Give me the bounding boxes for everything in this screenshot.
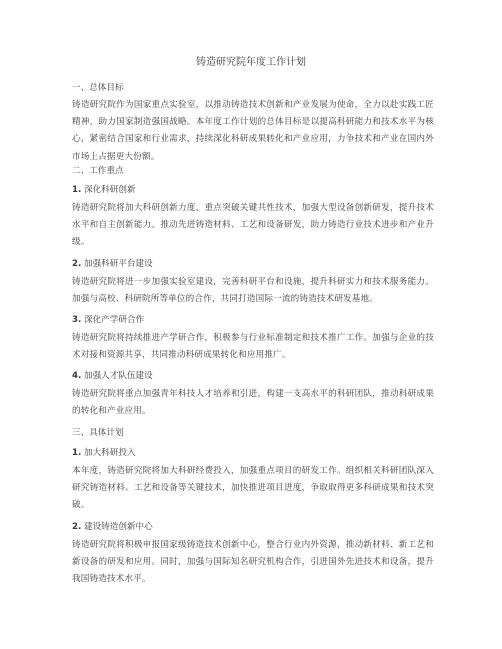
subheading-focus-4 (72, 370, 434, 383)
item-title: 加强科研平台建设 (83, 259, 153, 269)
paragraph-focus-3: 铸造研究院将持续推进产学研合作，积极参与行业标准制定和技术推广工作。加强与企业的技术对接和资源共享，共同推动科研成果转化和应用推广。 (72, 333, 434, 361)
item-title: 深化科研创新 (83, 185, 136, 195)
subheading-focus-2 (72, 258, 434, 271)
paragraph-focus-1: 铸造研究院将加大科研创新力度，重点突破关键共性技术，加强大型设备创新研发，提升技术水平和自主创新能力。推动先进铸造材料、工艺和设备研发，助力铸造行业技术进步和产业升级。 (72, 203, 434, 248)
item-title: 加大科研投入 (83, 448, 136, 458)
item-number: 1. (72, 185, 82, 195)
item-title: 深化产学研合作 (83, 315, 145, 325)
paragraph-goal: 铸造研究院作为国家重点实验室，以推动铸造技术创新和产业发展为使命，全力以赴实践工匠精神，助力国家制造强国战略。本年度工作计划的总体目标是以提高科研能力和技术水平为核心，紧密结合国家和行业需求，持续深化科研成果转化和产业应用，力争技术和产业在国内外市场上占据更大份额。 (72, 100, 434, 162)
subheading-focus-1 (72, 184, 434, 197)
section-heading-focus: 二、工作重点 (72, 166, 124, 176)
item-number: 4. (72, 371, 82, 381)
item-number: 3. (72, 315, 82, 325)
item-number: 1. (72, 448, 82, 458)
subheading-plan-1 (72, 447, 434, 460)
subheading-focus-3 (72, 314, 434, 327)
paragraph-plan-1: 本年度，铸造研究院将加大科研经费投入，加强重点项目的研发工作。组织相关科研团队深入研究铸造材料、工艺和设备等关键技术，加快推进项目进度，争取取得更多科研成果和技术突破。 (72, 466, 434, 511)
section-heading-plan: 三、具体计划 (72, 428, 124, 438)
paragraph-plan-2: 铸造研究院将积极申报国家级铸造技术创新中心，整合行业内外资源，推动新材料、新工艺和新设备的研发和应用。同时，加强与国际知名研究机构合作，引进国外先进技术和设备，提升我国铸造技术水平。 (72, 540, 434, 585)
item-number: 2. (72, 522, 82, 532)
subheading-plan-2 (72, 521, 434, 534)
section-heading-goal: 一、总体目标 (72, 83, 124, 93)
paragraph-focus-2: 铸造研究院将进一步加强实验室建设，完善科研平台和设施，提升科研实力和技术服务能力。加强与高校、科研院所等单位的合作，共同打造国际一流的铸造技术研发基地。 (72, 277, 434, 305)
item-number: 2. (72, 259, 82, 269)
item-title: 建设铸造创新中心 (83, 522, 153, 532)
item-title: 加强人才队伍建设 (83, 371, 153, 381)
document-title: 铸造研究院年度工作计划 (196, 57, 306, 68)
paragraph-focus-4: 铸造研究院将重点加强青年科技人才培养和引进，构建一支高水平的科研团队，推动科研成果的转化和产业应用。 (72, 389, 434, 417)
